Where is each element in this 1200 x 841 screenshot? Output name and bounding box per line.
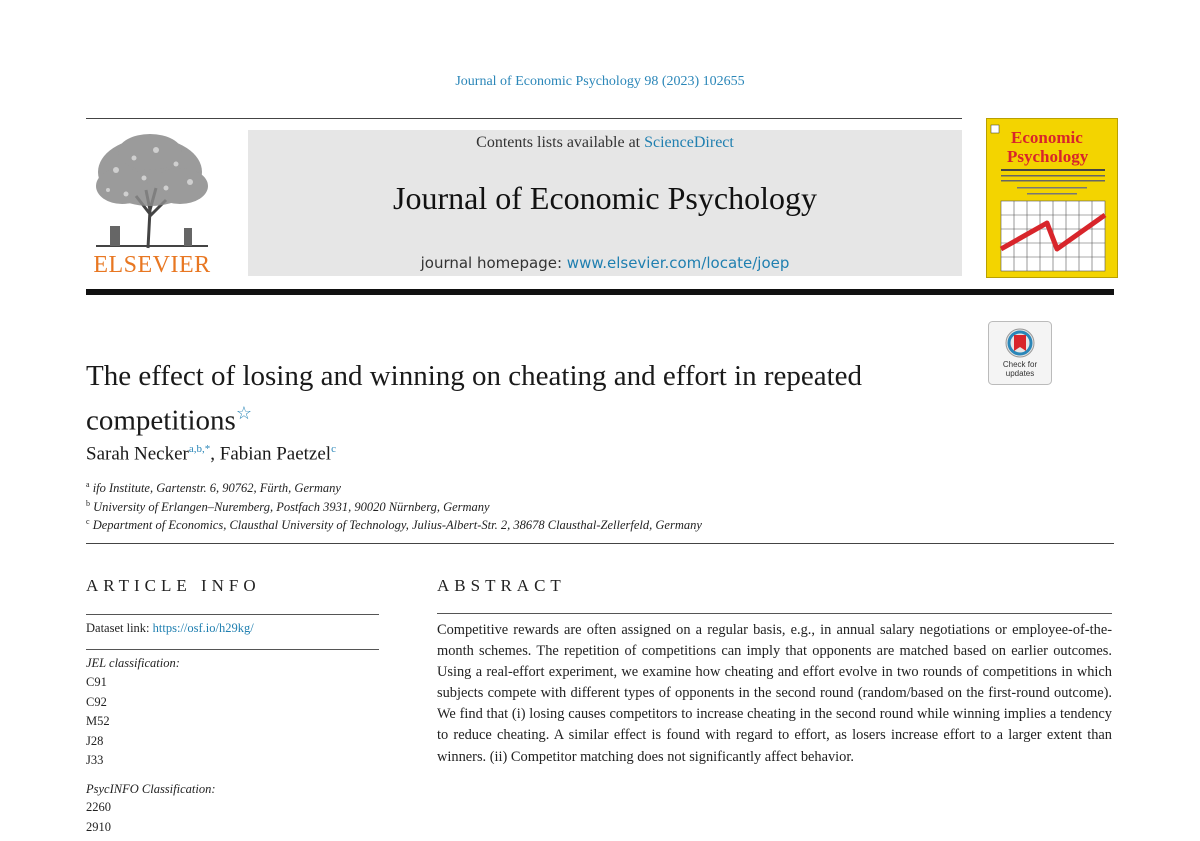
affiliation-divider [86,543,1114,544]
author-name[interactable]: Sarah Necker [86,443,189,465]
author-separator: , [210,443,220,465]
psycinfo-code: 2910 [86,819,111,834]
abstract-divider [437,613,1112,614]
affiliation-text: ifo Institute, Gartenstr. 6, 90762, Fürth, Germany [92,481,341,496]
journal-header-box [248,130,962,276]
jel-code: J33 [86,753,104,767]
affiliation-mark: b [86,499,90,508]
affiliation-c [86,517,702,533]
header-divider [86,118,962,119]
contents-prefix: Contents lists available at [476,134,645,151]
affiliation-text: University of Erlangen–Nuremberg, Postfach 3931, 90020 Nürnberg, Germany [93,500,490,515]
jel-code: J28 [86,733,104,748]
author-list [86,443,336,465]
header-thick-divider [86,289,1114,295]
affiliation-mark: a [86,480,90,489]
svg-text:updates: updates [1005,369,1035,378]
dataset-link[interactable]: https://osf.io/h29kg/ [152,621,254,635]
homepage-link[interactable]: www.elsevier.com/locate/joep [566,254,790,272]
psycinfo-code-list [86,798,111,837]
title-footnote-star-icon[interactable]: ☆ [235,403,252,423]
contents-line [248,134,962,152]
psycinfo-code: 2260 [86,800,111,814]
jel-code: C91 [86,675,107,689]
dataset-line [86,621,254,636]
article-info-divider [86,614,379,615]
journal-name: Journal of Economic Psychology [393,180,817,216]
affiliation-a [86,480,341,496]
check-for-updates-button[interactable] [988,321,1052,385]
article-title [86,358,966,440]
jel-classification-label: JEL classification: [86,656,180,670]
article-info-heading: ARTICLE INFO [86,576,261,595]
abstract-heading: ABSTRACT [437,576,566,595]
jel-code: M52 [86,714,110,728]
jel-code: C92 [86,694,107,709]
cover-title-line1: Economic [1011,128,1083,147]
affiliation-mark: c [86,517,90,526]
dataset-divider [86,649,379,650]
journal-cover-image[interactable] [986,118,1118,278]
journal-citation[interactable]: Journal of Economic Psychology 98 (2023) 102655 [455,74,745,89]
homepage-prefix: journal homepage: [420,254,567,272]
abstract-text: Competitive rewards are often assigned on a regular basis, e.g., in annual salary negotiations or employee-of-the-month schemes. The repetition of competitions can imply that opponents are matched based on earlier outcomes. Using a real-effort experiment, we examine how cheating and effort evolve in two rounds of competitions in which subjects compete with different types of opponents in the second round (random/based on the first-round outcome). We find that (i) losing causes competitors to increase cheating in the second round while winning implies a tendency to reduce cheating. A similar effect is found with regard to effort, as losers increase effort to a larger extent than winners. (ii) Competitor matching does not significantly affect behavior. [437,622,1112,765]
dataset-label: Dataset link: [86,621,153,635]
elsevier-tree-icon [86,130,218,252]
author-affiliation-marks[interactable]: c [331,443,336,455]
article-title-text: The effect of losing and winning on cheating and effort in repeated competitions [86,360,863,437]
svg-text:Check for: Check for [1002,360,1038,369]
sciencedirect-link[interactable]: ScienceDirect [644,134,734,151]
author-affiliation-marks[interactable]: a,b,* [188,443,211,455]
check-updates-label [1052,321,1053,322]
affiliation-text: Department of Economics, Clausthal University of Technology, Julius-Albert-Str. 2, 38678 Clausthal-Zellerfeld, Germany [92,518,702,533]
elsevier-wordmark: ELSEVIER [93,252,211,278]
cover-artwork [987,119,1117,277]
author-name[interactable]: Fabian Paetzel [219,443,332,465]
jel-code-list [86,673,110,771]
cover-title-line2: Psychology [1007,147,1089,166]
check-updates-icon [988,321,1052,385]
psycinfo-classification-label: PsycINFO Classification: [86,782,216,796]
affiliation-b [86,499,490,515]
homepage-line [248,254,962,272]
